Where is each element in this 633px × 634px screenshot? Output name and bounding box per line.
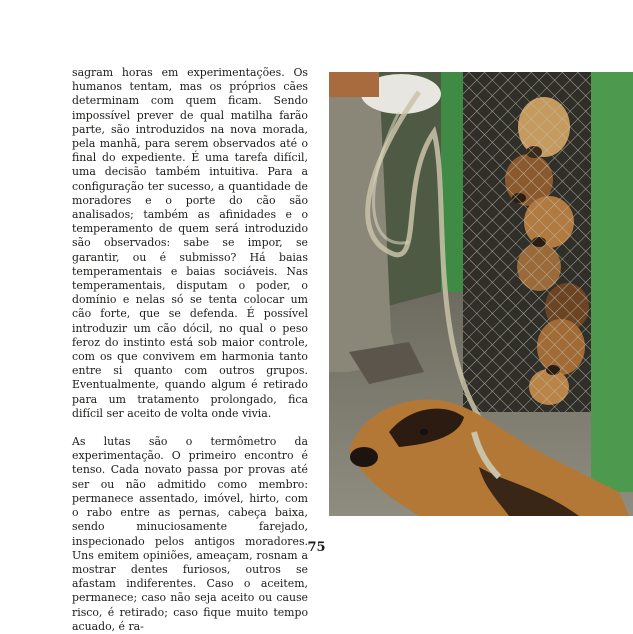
paragraph-1: sagram horas em experimentações. Os humanos tentam, mas os próprios cães determinam com quem ficam. Sendo impossível prever de qual matilha farão parte, são introduzidos na nova morada, pela manhã, para serem observados até o final do expediente. É uma tarefa difícil, uma decisão também intuitiva. Para a configuração ter sucesso, a quantidade de moradores e o porte do cão são analisados; também as afinidades e o temperamento de quem será introduzido são observados: sabe se impor, se garantir, ou é submisso? Há baias temperamentais e baias sociáveis. Nas temperamentais, disputam o poder, o domínio e nelas só se tenta colocar um cão forte, que se defenda. É possível introduzir um cão dócil, no qual o peso feroz do instinto está sob maior controle, com os que convivem em harmonia tanto entre si quanto com outros grupos. Eventualmente, quando algum é retirado para um tratamento prolongado, fica difícil ser aceito de volta onde vivia. [72,66,308,420]
page-number: 75 [307,540,326,555]
dogs-kennel-photo [329,72,633,516]
paragraph-2: As lutas são o termômetro da experimentação. O primeiro encontro é tenso. Cada novato passa por provas até ser ou não admitido como membro: permanece assentado, imóvel, hirto, com o rabo entre as pernas, cabeça baixa, sendo minuciosamente farejado, inspecionado pelos antigos moradores. Uns emitem opiniões, ameaçam, rosnam a mostrar dentes furiosos, outros se afastam indiferentes. Caso o aceitem, permanece; caso não seja aceito ou cause risco, é retirado; caso fique muito tempo acuado, é ra- [72,435,308,633]
